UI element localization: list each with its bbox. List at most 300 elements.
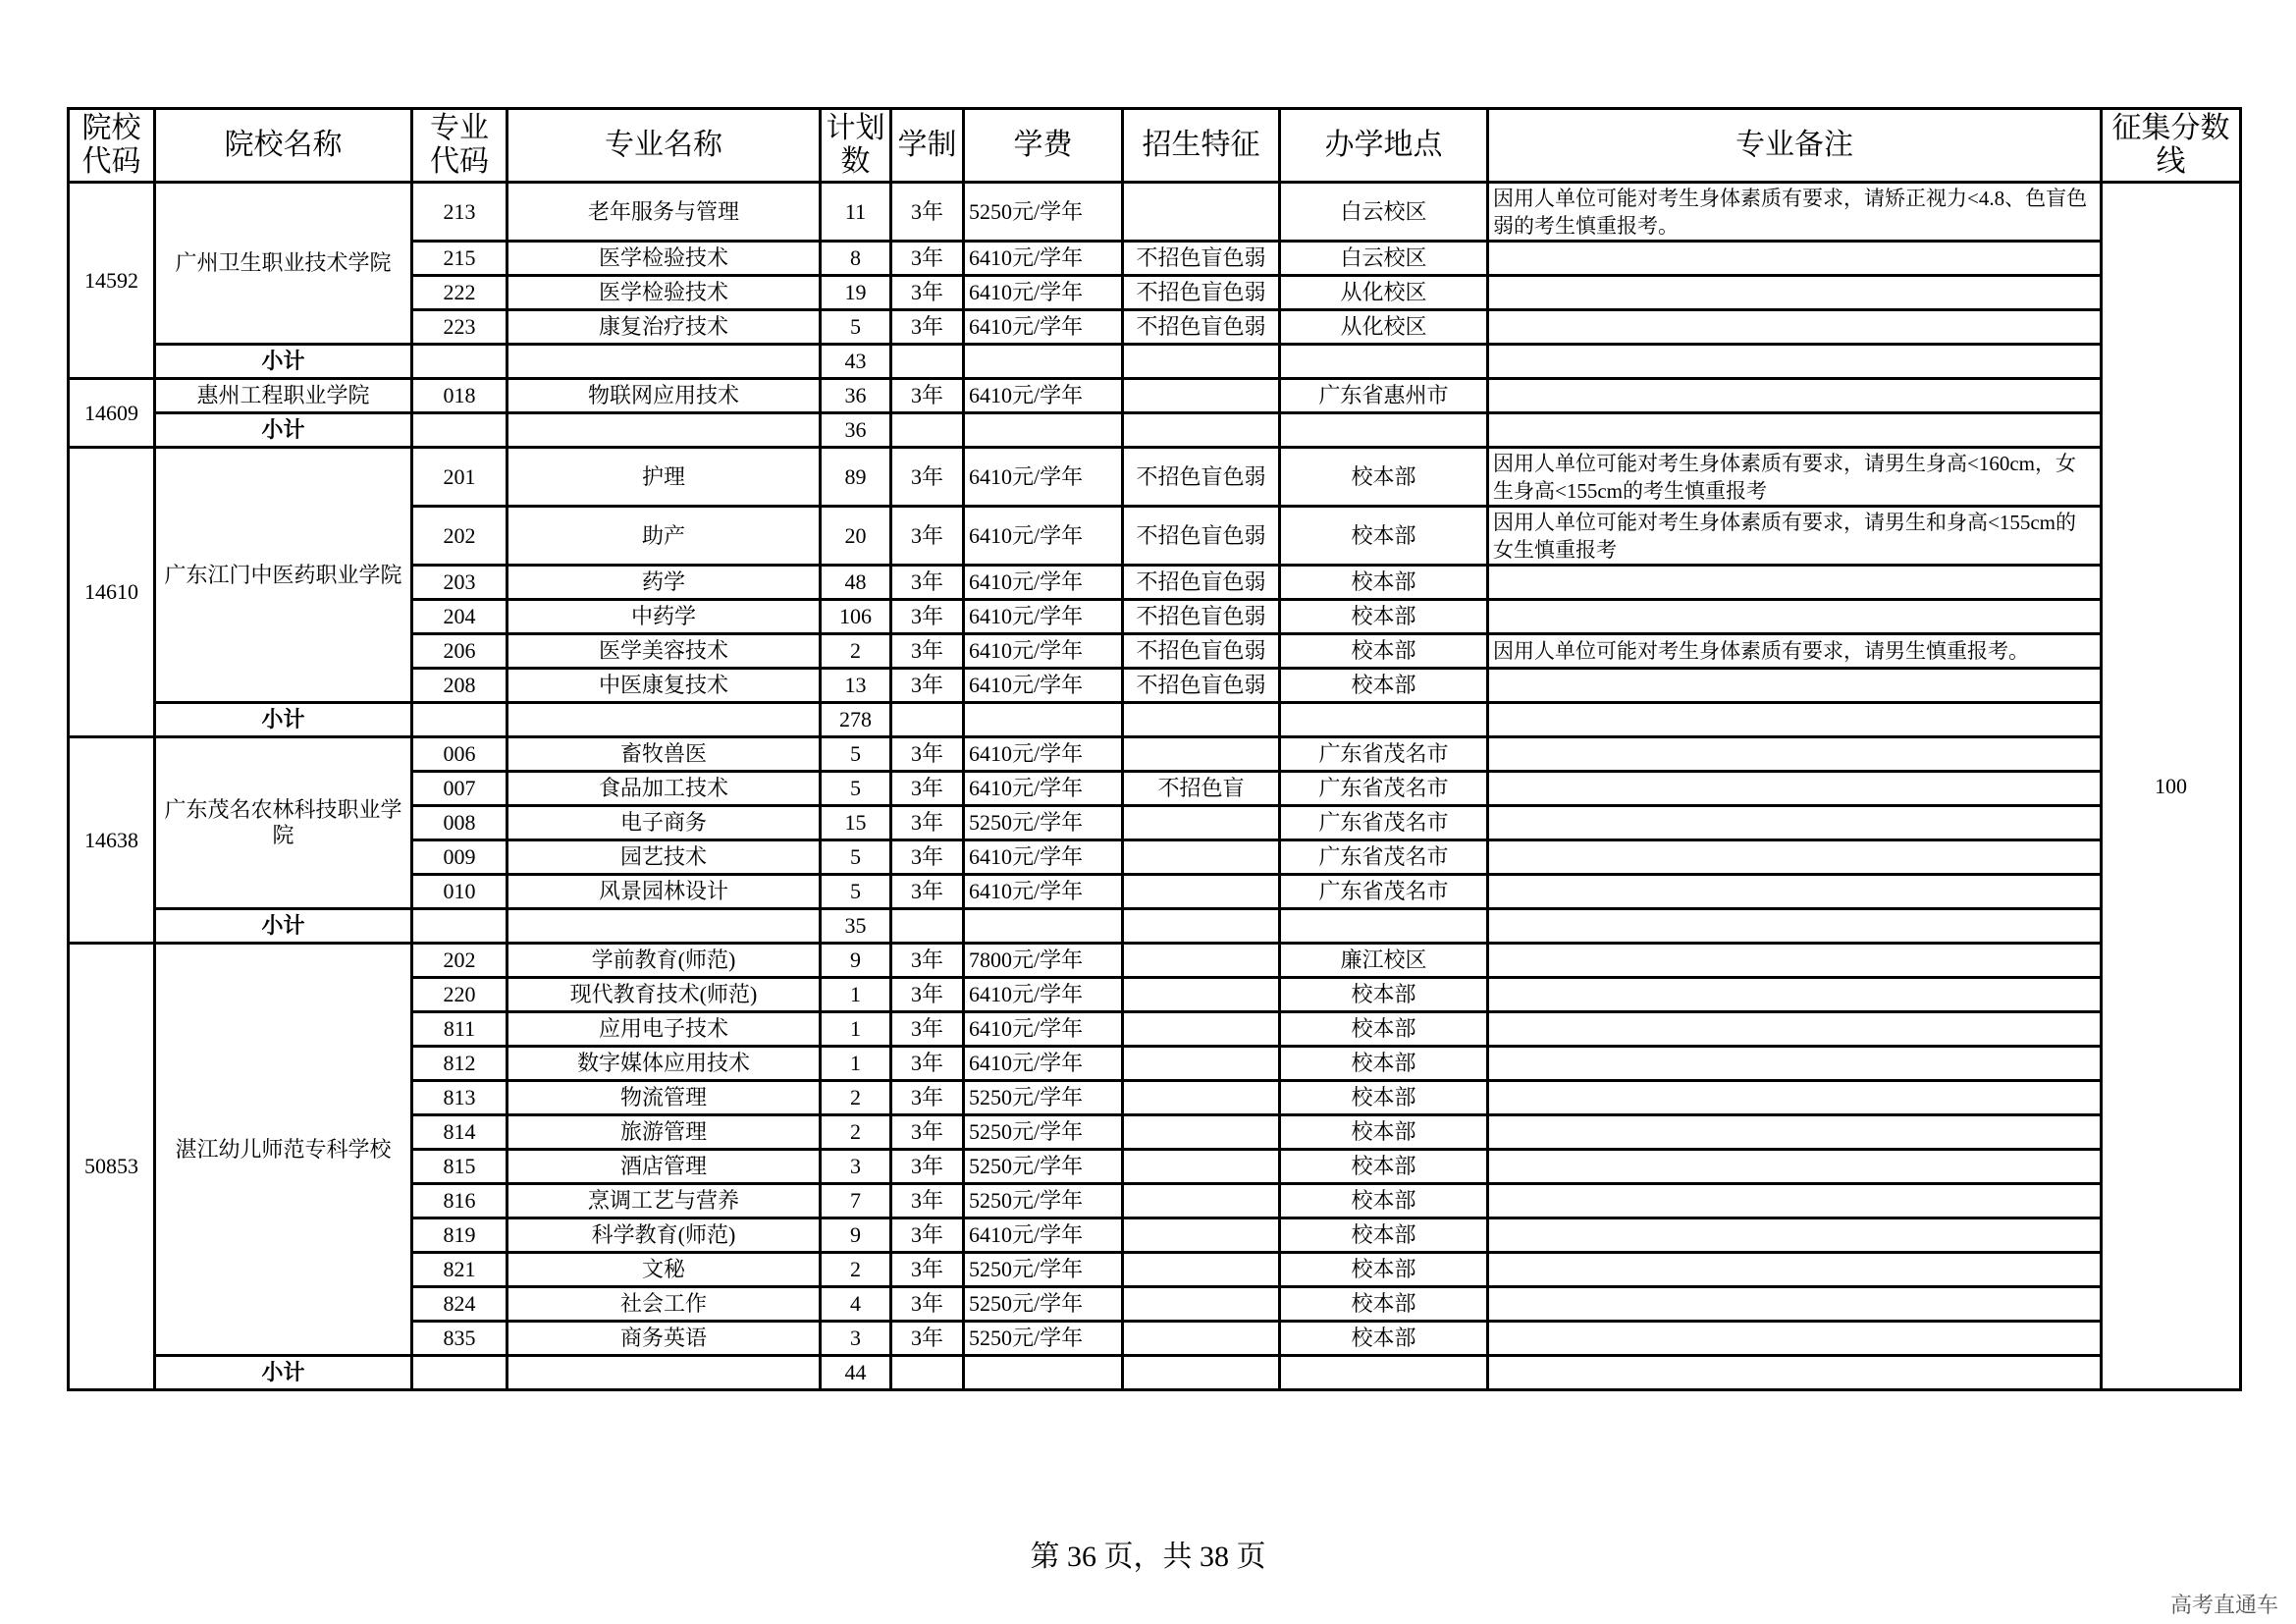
campus-location: 白云校区 bbox=[1280, 183, 1488, 242]
empty-cell bbox=[412, 345, 507, 379]
duration: 3年 bbox=[891, 276, 964, 310]
table-header-row bbox=[69, 109, 2241, 183]
watermark: 高考直通车 bbox=[2169, 1593, 2278, 1617]
duration: 3年 bbox=[891, 1115, 964, 1150]
plan-count: 5 bbox=[821, 310, 891, 345]
major-code: 203 bbox=[412, 566, 507, 600]
major-note bbox=[1488, 944, 2102, 978]
header-years: 学制 bbox=[891, 109, 964, 183]
campus-location: 校本部 bbox=[1280, 1218, 1488, 1253]
subtotal-row bbox=[69, 413, 2241, 448]
empty-cell bbox=[891, 1356, 964, 1390]
header-cutoff: 征集分数线 bbox=[2102, 109, 2241, 183]
subtotal-label: 小计 bbox=[155, 703, 412, 737]
header-school-code: 院校代码 bbox=[69, 109, 155, 183]
header-major-name: 专业名称 bbox=[507, 109, 821, 183]
major-name: 医学检验技术 bbox=[507, 276, 821, 310]
admission-feature: 不招色盲色弱 bbox=[1123, 507, 1280, 566]
empty-cell bbox=[1488, 703, 2102, 737]
tuition-fee: 6410元/学年 bbox=[964, 1012, 1123, 1047]
campus-location: 校本部 bbox=[1280, 566, 1488, 600]
tuition-fee: 6410元/学年 bbox=[964, 507, 1123, 566]
major-note: 因用人单位可能对考生身体素质有要求，请矫正视力<4.8、色盲色弱的考生慎重报考。 bbox=[1488, 183, 2102, 242]
table-row bbox=[69, 944, 2241, 978]
subtotal-row bbox=[69, 1356, 2241, 1390]
campus-location: 校本部 bbox=[1280, 1115, 1488, 1150]
major-code: 223 bbox=[412, 310, 507, 345]
tuition-fee: 7800元/学年 bbox=[964, 944, 1123, 978]
tuition-fee: 6410元/学年 bbox=[964, 978, 1123, 1012]
plan-count: 7 bbox=[821, 1184, 891, 1218]
admission-feature bbox=[1123, 1253, 1280, 1287]
header-major-code: 专业代码 bbox=[412, 109, 507, 183]
major-code: 009 bbox=[412, 840, 507, 875]
campus-location: 校本部 bbox=[1280, 1047, 1488, 1081]
admission-plan-table bbox=[67, 107, 2242, 1391]
subtotal-value: 36 bbox=[821, 413, 891, 448]
admission-feature bbox=[1123, 806, 1280, 840]
plan-count: 19 bbox=[821, 276, 891, 310]
table-row bbox=[69, 183, 2241, 242]
duration: 3年 bbox=[891, 600, 964, 634]
subtotal-row bbox=[69, 345, 2241, 379]
major-note: 因用人单位可能对考生身体素质有要求，请男生和身高<155cm的女生慎重报考 bbox=[1488, 507, 2102, 566]
major-code: 814 bbox=[412, 1115, 507, 1150]
header-fee: 学费 bbox=[964, 109, 1123, 183]
header-feature: 招生特征 bbox=[1123, 109, 1280, 183]
header-note: 专业备注 bbox=[1488, 109, 2102, 183]
admission-feature bbox=[1123, 1218, 1280, 1253]
tuition-fee: 6410元/学年 bbox=[964, 600, 1123, 634]
admission-feature bbox=[1123, 1047, 1280, 1081]
campus-location: 校本部 bbox=[1280, 634, 1488, 669]
admission-feature bbox=[1123, 1184, 1280, 1218]
major-name: 酒店管理 bbox=[507, 1150, 821, 1184]
empty-cell bbox=[412, 909, 507, 944]
empty-cell bbox=[1488, 345, 2102, 379]
campus-location: 校本部 bbox=[1280, 1150, 1488, 1184]
admission-feature: 不招色盲 bbox=[1123, 772, 1280, 806]
plan-count: 15 bbox=[821, 806, 891, 840]
duration: 3年 bbox=[891, 1184, 964, 1218]
tuition-fee: 6410元/学年 bbox=[964, 737, 1123, 772]
duration: 3年 bbox=[891, 1012, 964, 1047]
empty-cell bbox=[412, 1356, 507, 1390]
tuition-fee: 5250元/学年 bbox=[964, 806, 1123, 840]
major-note: 因用人单位可能对考生身体素质有要求，请男生慎重报考。 bbox=[1488, 634, 2102, 669]
admission-feature bbox=[1123, 183, 1280, 242]
plan-count: 3 bbox=[821, 1150, 891, 1184]
major-code: 202 bbox=[412, 507, 507, 566]
duration: 3年 bbox=[891, 1253, 964, 1287]
tuition-fee: 5250元/学年 bbox=[964, 1253, 1123, 1287]
subtotal-value: 35 bbox=[821, 909, 891, 944]
major-note bbox=[1488, 1012, 2102, 1047]
plan-count: 2 bbox=[821, 1253, 891, 1287]
major-name: 药学 bbox=[507, 566, 821, 600]
duration: 3年 bbox=[891, 183, 964, 242]
campus-location: 校本部 bbox=[1280, 1081, 1488, 1115]
subtotal-value: 44 bbox=[821, 1356, 891, 1390]
admission-feature bbox=[1123, 737, 1280, 772]
empty-cell bbox=[891, 413, 964, 448]
empty-cell bbox=[964, 1356, 1123, 1390]
major-name: 康复治疗技术 bbox=[507, 310, 821, 345]
major-note bbox=[1488, 1322, 2102, 1356]
duration: 3年 bbox=[891, 1047, 964, 1081]
campus-location: 广东省茂名市 bbox=[1280, 737, 1488, 772]
admission-feature: 不招色盲色弱 bbox=[1123, 566, 1280, 600]
school-name: 湛江幼儿师范专科学校 bbox=[155, 944, 412, 1356]
admission-feature bbox=[1123, 1081, 1280, 1115]
campus-location: 广东省惠州市 bbox=[1280, 379, 1488, 413]
admission-feature bbox=[1123, 1012, 1280, 1047]
school-code: 50853 bbox=[69, 944, 155, 1390]
tuition-fee: 6410元/学年 bbox=[964, 379, 1123, 413]
duration: 3年 bbox=[891, 310, 964, 345]
empty-cell bbox=[1488, 909, 2102, 944]
admission-feature bbox=[1123, 1287, 1280, 1322]
campus-location: 校本部 bbox=[1280, 448, 1488, 507]
major-name: 风景园林设计 bbox=[507, 875, 821, 909]
major-code: 220 bbox=[412, 978, 507, 1012]
major-note bbox=[1488, 1150, 2102, 1184]
plan-count: 2 bbox=[821, 634, 891, 669]
campus-location: 校本部 bbox=[1280, 507, 1488, 566]
plan-count: 3 bbox=[821, 1322, 891, 1356]
empty-cell bbox=[1280, 703, 1488, 737]
major-code: 819 bbox=[412, 1218, 507, 1253]
major-name: 助产 bbox=[507, 507, 821, 566]
duration: 3年 bbox=[891, 1322, 964, 1356]
major-name: 物联网应用技术 bbox=[507, 379, 821, 413]
empty-cell bbox=[1123, 703, 1280, 737]
major-note bbox=[1488, 276, 2102, 310]
empty-cell bbox=[1123, 413, 1280, 448]
school-code: 14610 bbox=[69, 448, 155, 737]
cutoff-score: 100 bbox=[2102, 183, 2241, 1390]
major-code: 007 bbox=[412, 772, 507, 806]
admission-feature: 不招色盲色弱 bbox=[1123, 634, 1280, 669]
major-code: 215 bbox=[412, 242, 507, 276]
major-code: 824 bbox=[412, 1287, 507, 1322]
duration: 3年 bbox=[891, 806, 964, 840]
campus-location: 广东省茂名市 bbox=[1280, 840, 1488, 875]
page-number: 第 36 页，共 38 页 bbox=[1030, 1541, 1266, 1573]
empty-cell bbox=[964, 703, 1123, 737]
admission-feature bbox=[1123, 978, 1280, 1012]
duration: 3年 bbox=[891, 1218, 964, 1253]
empty-cell bbox=[891, 703, 964, 737]
empty-cell bbox=[964, 909, 1123, 944]
major-name: 医学美容技术 bbox=[507, 634, 821, 669]
school-name: 广州卫生职业技术学院 bbox=[155, 183, 412, 345]
empty-cell bbox=[507, 1356, 821, 1390]
plan-count: 106 bbox=[821, 600, 891, 634]
plan-count: 5 bbox=[821, 875, 891, 909]
duration: 3年 bbox=[891, 737, 964, 772]
table-row bbox=[69, 737, 2241, 772]
empty-cell bbox=[964, 345, 1123, 379]
empty-cell bbox=[1123, 909, 1280, 944]
major-code: 812 bbox=[412, 1047, 507, 1081]
major-note bbox=[1488, 1253, 2102, 1287]
subtotal-value: 278 bbox=[821, 703, 891, 737]
tuition-fee: 6410元/学年 bbox=[964, 772, 1123, 806]
tuition-fee: 6410元/学年 bbox=[964, 840, 1123, 875]
major-name: 数字媒体应用技术 bbox=[507, 1047, 821, 1081]
major-code: 213 bbox=[412, 183, 507, 242]
empty-cell bbox=[507, 345, 821, 379]
major-code: 018 bbox=[412, 379, 507, 413]
tuition-fee: 6410元/学年 bbox=[964, 242, 1123, 276]
tuition-fee: 6410元/学年 bbox=[964, 1218, 1123, 1253]
admission-feature bbox=[1123, 379, 1280, 413]
duration: 3年 bbox=[891, 242, 964, 276]
tuition-fee: 5250元/学年 bbox=[964, 1287, 1123, 1322]
campus-location: 校本部 bbox=[1280, 978, 1488, 1012]
plan-count: 89 bbox=[821, 448, 891, 507]
major-note bbox=[1488, 1184, 2102, 1218]
major-note bbox=[1488, 379, 2102, 413]
tuition-fee: 6410元/学年 bbox=[964, 310, 1123, 345]
admission-feature: 不招色盲色弱 bbox=[1123, 600, 1280, 634]
major-note bbox=[1488, 806, 2102, 840]
duration: 3年 bbox=[891, 566, 964, 600]
empty-cell bbox=[891, 345, 964, 379]
school-code: 14609 bbox=[69, 379, 155, 448]
major-name: 物流管理 bbox=[507, 1081, 821, 1115]
campus-location: 从化校区 bbox=[1280, 310, 1488, 345]
tuition-fee: 5250元/学年 bbox=[964, 1184, 1123, 1218]
admission-feature bbox=[1123, 1150, 1280, 1184]
campus-location: 校本部 bbox=[1280, 1184, 1488, 1218]
empty-cell bbox=[964, 413, 1123, 448]
empty-cell bbox=[412, 703, 507, 737]
header-plan: 计划数 bbox=[821, 109, 891, 183]
major-name: 旅游管理 bbox=[507, 1115, 821, 1150]
campus-location: 广东省茂名市 bbox=[1280, 806, 1488, 840]
admission-feature bbox=[1123, 840, 1280, 875]
empty-cell bbox=[891, 909, 964, 944]
duration: 3年 bbox=[891, 634, 964, 669]
plan-count: 1 bbox=[821, 1047, 891, 1081]
admission-feature: 不招色盲色弱 bbox=[1123, 669, 1280, 703]
table-row bbox=[69, 379, 2241, 413]
major-note bbox=[1488, 1218, 2102, 1253]
tuition-fee: 6410元/学年 bbox=[964, 566, 1123, 600]
tuition-fee: 5250元/学年 bbox=[964, 183, 1123, 242]
major-name: 学前教育(师范) bbox=[507, 944, 821, 978]
major-note bbox=[1488, 978, 2102, 1012]
campus-location: 白云校区 bbox=[1280, 242, 1488, 276]
major-note bbox=[1488, 669, 2102, 703]
major-code: 816 bbox=[412, 1184, 507, 1218]
plan-count: 20 bbox=[821, 507, 891, 566]
tuition-fee: 5250元/学年 bbox=[964, 1322, 1123, 1356]
admission-feature: 不招色盲色弱 bbox=[1123, 276, 1280, 310]
major-note bbox=[1488, 840, 2102, 875]
school-code: 14638 bbox=[69, 737, 155, 944]
major-note: 因用人单位可能对考生身体素质有要求，请男生身高<160cm，女生身高<155cm的考生慎重报考 bbox=[1488, 448, 2102, 507]
major-name: 食品加工技术 bbox=[507, 772, 821, 806]
admission-feature: 不招色盲色弱 bbox=[1123, 242, 1280, 276]
duration: 3年 bbox=[891, 1081, 964, 1115]
duration: 3年 bbox=[891, 379, 964, 413]
empty-cell bbox=[507, 909, 821, 944]
major-code: 813 bbox=[412, 1081, 507, 1115]
plan-count: 5 bbox=[821, 840, 891, 875]
major-code: 835 bbox=[412, 1322, 507, 1356]
major-note bbox=[1488, 600, 2102, 634]
campus-location: 广东省茂名市 bbox=[1280, 772, 1488, 806]
admission-feature bbox=[1123, 1322, 1280, 1356]
empty-cell bbox=[1123, 1356, 1280, 1390]
duration: 3年 bbox=[891, 669, 964, 703]
tuition-fee: 6410元/学年 bbox=[964, 669, 1123, 703]
admission-feature: 不招色盲色弱 bbox=[1123, 310, 1280, 345]
empty-cell bbox=[1280, 345, 1488, 379]
major-name: 畜牧兽医 bbox=[507, 737, 821, 772]
plan-count: 5 bbox=[821, 772, 891, 806]
empty-cell bbox=[1280, 909, 1488, 944]
major-note bbox=[1488, 1287, 2102, 1322]
major-note bbox=[1488, 875, 2102, 909]
admission-feature bbox=[1123, 875, 1280, 909]
campus-location: 从化校区 bbox=[1280, 276, 1488, 310]
tuition-fee: 5250元/学年 bbox=[964, 1150, 1123, 1184]
campus-location: 校本部 bbox=[1280, 1287, 1488, 1322]
empty-cell bbox=[1280, 1356, 1488, 1390]
duration: 3年 bbox=[891, 772, 964, 806]
subtotal-row bbox=[69, 909, 2241, 944]
major-note bbox=[1488, 1047, 2102, 1081]
plan-count: 11 bbox=[821, 183, 891, 242]
subtotal-label: 小计 bbox=[155, 345, 412, 379]
major-code: 222 bbox=[412, 276, 507, 310]
empty-cell bbox=[507, 703, 821, 737]
major-note bbox=[1488, 737, 2102, 772]
empty-cell bbox=[1123, 345, 1280, 379]
header-location: 办学地点 bbox=[1280, 109, 1488, 183]
campus-location: 校本部 bbox=[1280, 669, 1488, 703]
subtotal-label: 小计 bbox=[155, 909, 412, 944]
major-code: 008 bbox=[412, 806, 507, 840]
header-school-name: 院校名称 bbox=[155, 109, 412, 183]
plan-count: 5 bbox=[821, 737, 891, 772]
major-name: 老年服务与管理 bbox=[507, 183, 821, 242]
major-name: 现代教育技术(师范) bbox=[507, 978, 821, 1012]
major-code: 006 bbox=[412, 737, 507, 772]
plan-count: 13 bbox=[821, 669, 891, 703]
major-code: 811 bbox=[412, 1012, 507, 1047]
duration: 3年 bbox=[891, 507, 964, 566]
plan-count: 8 bbox=[821, 242, 891, 276]
plan-count: 1 bbox=[821, 978, 891, 1012]
major-name: 中药学 bbox=[507, 600, 821, 634]
plan-count: 9 bbox=[821, 944, 891, 978]
admission-feature: 不招色盲色弱 bbox=[1123, 448, 1280, 507]
admission-feature bbox=[1123, 1115, 1280, 1150]
major-name: 烹调工艺与营养 bbox=[507, 1184, 821, 1218]
major-note bbox=[1488, 1081, 2102, 1115]
major-note bbox=[1488, 242, 2102, 276]
major-name: 电子商务 bbox=[507, 806, 821, 840]
subtotal-row bbox=[69, 703, 2241, 737]
tuition-fee: 5250元/学年 bbox=[964, 1115, 1123, 1150]
empty-cell bbox=[412, 413, 507, 448]
campus-location: 校本部 bbox=[1280, 600, 1488, 634]
school-name: 广东江门中医药职业学院 bbox=[155, 448, 412, 703]
campus-location: 校本部 bbox=[1280, 1253, 1488, 1287]
tuition-fee: 6410元/学年 bbox=[964, 1047, 1123, 1081]
school-name: 惠州工程职业学院 bbox=[155, 379, 412, 413]
major-name: 社会工作 bbox=[507, 1287, 821, 1322]
tuition-fee: 6410元/学年 bbox=[964, 875, 1123, 909]
duration: 3年 bbox=[891, 448, 964, 507]
major-code: 201 bbox=[412, 448, 507, 507]
major-code: 202 bbox=[412, 944, 507, 978]
school-name: 广东茂名农林科技职业学院 bbox=[155, 737, 412, 909]
tuition-fee: 6410元/学年 bbox=[964, 448, 1123, 507]
plan-count: 36 bbox=[821, 379, 891, 413]
campus-location: 校本部 bbox=[1280, 1012, 1488, 1047]
table-row bbox=[69, 448, 2241, 507]
major-name: 医学检验技术 bbox=[507, 242, 821, 276]
empty-cell bbox=[1280, 413, 1488, 448]
major-code: 208 bbox=[412, 669, 507, 703]
major-name: 护理 bbox=[507, 448, 821, 507]
major-note bbox=[1488, 772, 2102, 806]
duration: 3年 bbox=[891, 1150, 964, 1184]
major-name: 文秘 bbox=[507, 1253, 821, 1287]
major-code: 206 bbox=[412, 634, 507, 669]
subtotal-label: 小计 bbox=[155, 413, 412, 448]
duration: 3年 bbox=[891, 978, 964, 1012]
major-code: 010 bbox=[412, 875, 507, 909]
empty-cell bbox=[1488, 413, 2102, 448]
subtotal-label: 小计 bbox=[155, 1356, 412, 1390]
tuition-fee: 6410元/学年 bbox=[964, 276, 1123, 310]
duration: 3年 bbox=[891, 840, 964, 875]
major-code: 204 bbox=[412, 600, 507, 634]
major-note bbox=[1488, 310, 2102, 345]
major-name: 商务英语 bbox=[507, 1322, 821, 1356]
plan-count: 9 bbox=[821, 1218, 891, 1253]
plan-count: 1 bbox=[821, 1012, 891, 1047]
major-name: 园艺技术 bbox=[507, 840, 821, 875]
plan-count: 4 bbox=[821, 1287, 891, 1322]
plan-count: 2 bbox=[821, 1081, 891, 1115]
major-note bbox=[1488, 1115, 2102, 1150]
subtotal-value: 43 bbox=[821, 345, 891, 379]
school-code: 14592 bbox=[69, 183, 155, 379]
empty-cell bbox=[507, 413, 821, 448]
major-name: 科学教育(师范) bbox=[507, 1218, 821, 1253]
major-code: 821 bbox=[412, 1253, 507, 1287]
duration: 3年 bbox=[891, 944, 964, 978]
major-code: 815 bbox=[412, 1150, 507, 1184]
major-note bbox=[1488, 566, 2102, 600]
tuition-fee: 5250元/学年 bbox=[964, 1081, 1123, 1115]
plan-count: 2 bbox=[821, 1115, 891, 1150]
duration: 3年 bbox=[891, 1287, 964, 1322]
campus-location: 廉江校区 bbox=[1280, 944, 1488, 978]
duration: 3年 bbox=[891, 875, 964, 909]
empty-cell bbox=[1488, 1356, 2102, 1390]
campus-location: 校本部 bbox=[1280, 1322, 1488, 1356]
major-name: 应用电子技术 bbox=[507, 1012, 821, 1047]
